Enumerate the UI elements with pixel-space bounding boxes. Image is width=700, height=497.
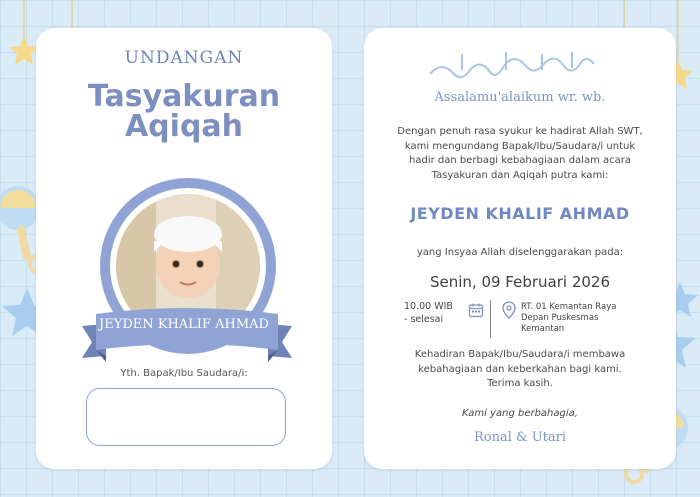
guest-name-field[interactable] <box>86 388 286 446</box>
invitation-label: UNDANGAN <box>124 48 244 68</box>
intro-text: Dengan penuh rasa syukur ke hadirat Allah SWT, kami mengundang Bapak/Ibu/Saudara/i untuk hadir dan berbagi kebahagiaan dalam acara Tasyakuran dan Aqiqah putra kami: <box>397 126 643 181</box>
divider <box>490 300 491 338</box>
title-line2: Aqiqah <box>124 109 244 144</box>
event-address: RT. 01 Kemantan Raya Depan Puskesmas Kemantan <box>521 302 617 334</box>
location-pin-icon <box>501 301 517 319</box>
details-card <box>364 28 676 469</box>
cover-card <box>36 28 332 469</box>
closing-text: Kehadiran Bapak/Ibu/Saudara/i membawa kebahagiaan dan keberkahan bagi kami. Terima kasih. <box>414 349 626 389</box>
event-date: Senin, 09 Februari 2026 <box>429 273 611 291</box>
ribbon-name: JEYDEN KHALIF AHMAD <box>99 317 269 332</box>
child-name: JEYDEN KHALIF AHMAD <box>410 204 630 223</box>
event-time: 10.00 WIB - selesai <box>404 300 504 326</box>
name-ribbon <box>82 306 292 372</box>
bismillah-calligraphy <box>422 48 602 82</box>
greeting: Assalamu'alaikum wr. wb. <box>434 90 606 105</box>
title-line1: Tasyakuran <box>87 79 281 114</box>
schedule-intro: yang Insyaa Allah diselenggarakan pada: <box>416 247 624 258</box>
calendar-icon <box>468 302 484 318</box>
guest-label: Yth. Bapak/Ibu Saudara/i: <box>120 368 248 379</box>
parents-names: Ronal & Utari <box>473 430 567 445</box>
signoff: Kami yang berbahagia, <box>462 408 578 419</box>
